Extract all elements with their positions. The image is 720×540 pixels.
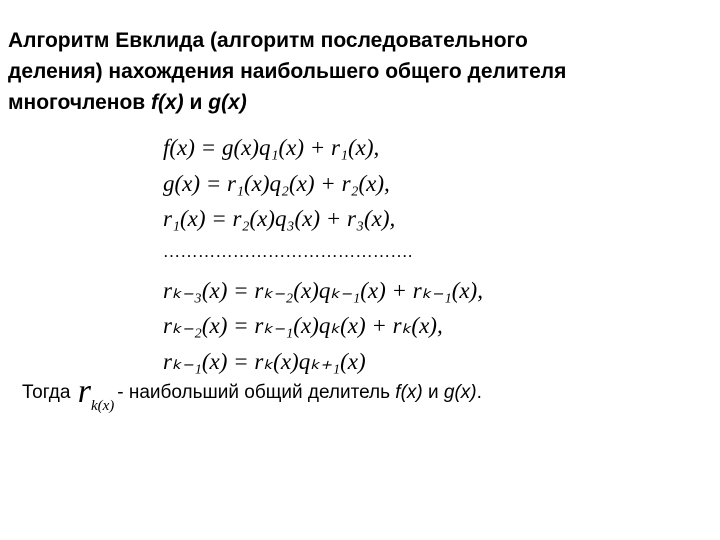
conclusion-g-of-x: g(x)	[443, 382, 477, 403]
conclusion-text: - наибольший общий делитель	[117, 382, 396, 403]
equation-2: g(x) = r₁(x)q₂(x) + r₂(x),	[163, 170, 390, 196]
title-line-1: Алгоритм Евклида (алгоритм последовательного	[8, 29, 528, 52]
title-g-of-x: g(x)	[208, 91, 247, 114]
title-and: и	[183, 91, 209, 114]
equation-3: r₁(x) = r₂(x)q₃(x) + r₃(x),	[163, 206, 396, 231]
title-line-2: деления) нахождения наибольшего общего делителя	[8, 60, 567, 83]
gcd-symbol-subscript: k(x)	[90, 398, 115, 414]
equation-1: f(x) = g(x)q₁(x) + r₁(x),	[163, 135, 380, 160]
title-f-of-x: f(x)	[151, 91, 184, 114]
gcd-symbol	[78, 372, 115, 426]
title-line-3-prefix: многочленов	[8, 91, 152, 114]
conclusion-f-of-x: f(x)	[395, 382, 423, 403]
equation-ellipsis: …………………………………….	[163, 241, 413, 261]
conclusion	[22, 372, 712, 426]
conclusion-prefix: Тогда	[22, 382, 71, 403]
euclid-equations	[163, 130, 583, 379]
equation-k-minus-2: rₖ₋₂(x) = rₖ₋₁(x)qₖ(x) + rₖ(x),	[163, 313, 443, 338]
gcd-symbol-base: r	[77, 373, 91, 410]
title-line-3	[8, 87, 708, 118]
slide-title	[8, 25, 708, 118]
equation-k-minus-1: rₖ₋₁(x) = rₖ(x)qₖ₊₁(x)	[163, 348, 366, 374]
equation-k-minus-3: rₖ₋₃(x) = rₖ₋₂(x)qₖ₋₁(x) + rₖ₋₁(x),	[163, 277, 483, 303]
conclusion-and: и	[422, 382, 444, 403]
conclusion-period: .	[476, 382, 482, 403]
